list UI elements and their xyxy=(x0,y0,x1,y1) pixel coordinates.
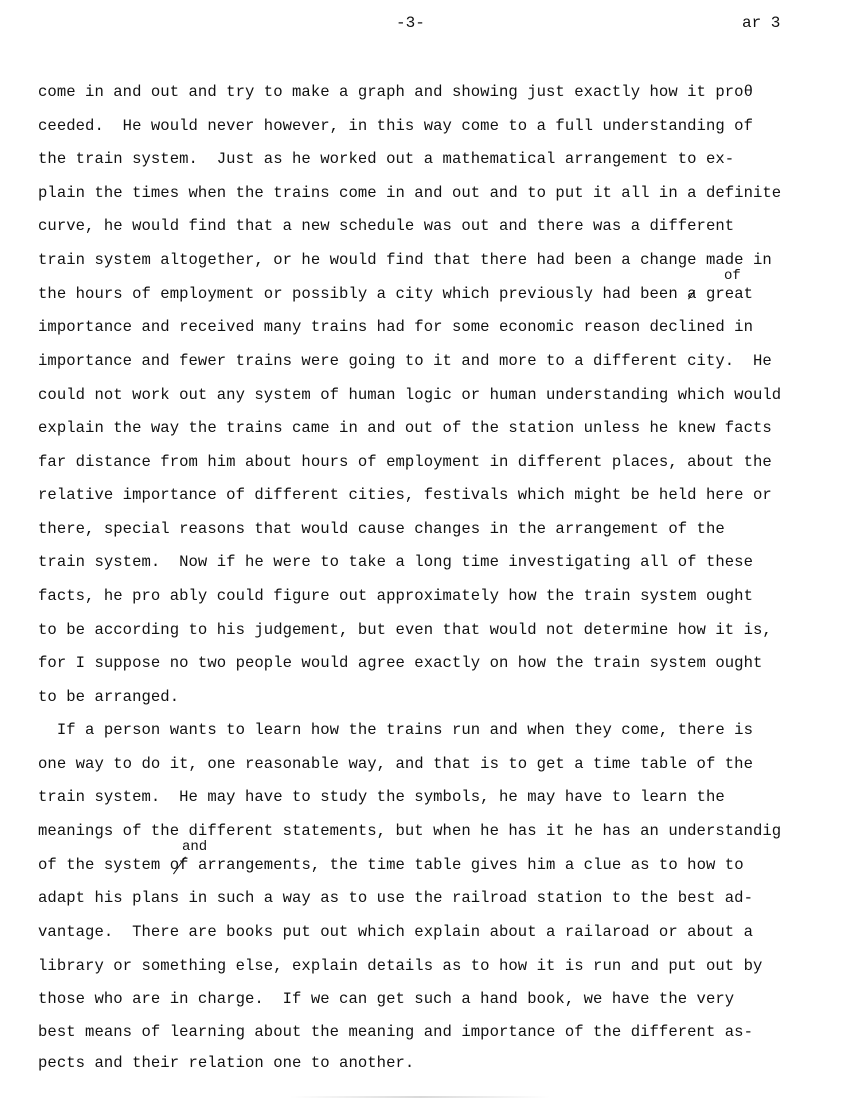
text-line: train system. Now if he were to take a long time investigating all of these xyxy=(38,553,753,571)
text-line: explain the way the trains came in and out of the station unless he knew facts xyxy=(38,419,772,437)
text-line xyxy=(38,856,744,874)
text-line: best means of learning about the meaning and importance of the different as- xyxy=(38,1023,753,1041)
text-line: curve, he would find that a new schedule was out and there was a different xyxy=(38,217,735,235)
handwritten-insert-and: and xyxy=(182,839,208,855)
text-line: there, special reasons that would cause changes in the arrangement of the xyxy=(38,520,725,538)
text-line: to be according to his judgement, but even that would not determine how it is, xyxy=(38,621,772,639)
text-line: meanings of the different statements, but when he has it he has an understandig xyxy=(38,822,782,840)
line-segment: arrangements, the time table gives him a clue as to how to xyxy=(188,856,744,874)
text-line xyxy=(38,285,753,303)
text-line: If a person wants to learn how the trains run and when they come, there is xyxy=(38,721,753,739)
text-line: adapt his plans in such a way as to use the railroad station to the best ad- xyxy=(38,889,753,907)
text-line: those who are in charge. If we can get such a hand book, we have the very xyxy=(38,990,735,1008)
text-line: ceeded. He would never however, in this way come to a full understanding of xyxy=(38,117,753,135)
text-line: vantage. There are books put out which explain about a railaroad or about a xyxy=(38,923,753,941)
struck-out-word: of xyxy=(169,856,189,874)
line-segment: the hours of employment or possibly a city which previously had been xyxy=(38,285,688,303)
line-segment: of the system xyxy=(38,856,170,874)
handwritten-insert-of: of xyxy=(724,268,741,284)
text-line: far distance from him about hours of employment in different places, about the xyxy=(38,453,772,471)
page-number: -3- xyxy=(396,14,425,32)
text-line: to be arranged. xyxy=(38,688,180,706)
text-line: could not work out any system of human logic or human understanding which would xyxy=(38,386,782,404)
text-line: facts, he pro ably could figure out approximately how the train system ought xyxy=(38,587,753,605)
text-line: library or something else, explain details as to how it is run and put out by xyxy=(38,957,763,975)
text-line: importance and fewer trains were going to it and more to a different city. He xyxy=(38,352,772,370)
struck-out-word: a xyxy=(687,285,697,303)
text-line: one way to do it, one reasonable way, and that is to get a time table of the xyxy=(38,755,753,773)
text-line: train system altogether, or he would find that there had been a change made in xyxy=(38,251,772,269)
scan-smudge xyxy=(290,1096,550,1098)
text-line: plain the times when the trains come in and out and to put it all in a definite xyxy=(38,184,782,202)
text-line: importance and received many trains had for some economic reason declined in xyxy=(38,318,753,336)
text-line: train system. He may have to study the symbols, he may have to learn the xyxy=(38,788,725,806)
text-line: relative importance of different cities, festivals which might be held here or xyxy=(38,486,772,504)
text-line: for I suppose no two people would agree exactly on how the train system ought xyxy=(38,654,763,672)
text-line: the train system. Just as he worked out a mathematical arrangement to ex- xyxy=(38,150,735,168)
text-line: pects and their relation one to another. xyxy=(38,1054,415,1072)
text-line: come in and out and try to make a graph and showing just exactly how it proθ xyxy=(38,83,753,101)
page-code: ar 3 xyxy=(742,14,781,32)
line-segment: great xyxy=(696,285,754,303)
